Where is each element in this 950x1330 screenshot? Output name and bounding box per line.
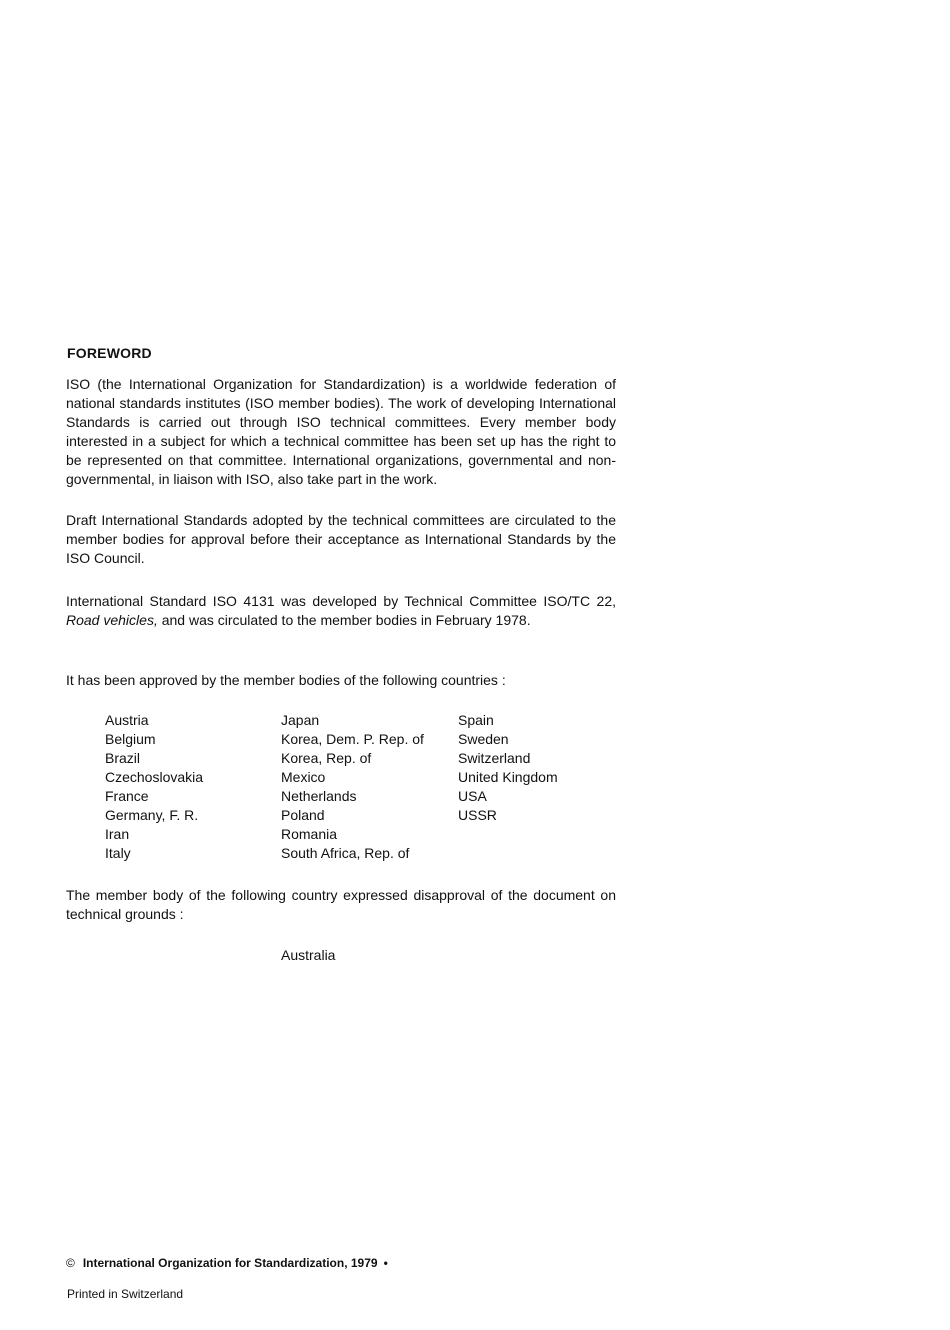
country-item: Korea, Rep. of bbox=[281, 750, 372, 766]
country-item: Czechoslovakia bbox=[105, 769, 204, 785]
country-item: Korea, Dem. P. Rep. of bbox=[281, 731, 424, 747]
foreword-heading: FOREWORD bbox=[67, 345, 152, 361]
country-item: Belgium bbox=[105, 731, 156, 747]
country-item: Mexico bbox=[281, 769, 326, 785]
committee-title: Road vehicles, bbox=[66, 612, 158, 628]
bullet-icon: • bbox=[383, 1256, 388, 1270]
paragraph-approval: It has been approved by the member bodies of the following countries : bbox=[66, 672, 506, 688]
paragraph-iso-4131-part2: and was circulated to the member bodies in February 1978. bbox=[161, 612, 531, 628]
country-item: Switzerland bbox=[458, 750, 531, 766]
country-item: USA bbox=[458, 788, 487, 804]
copyright-text: International Organization for Standardization, 1979 bbox=[82, 1256, 378, 1270]
country-item: Japan bbox=[281, 712, 320, 728]
country-item: Sweden bbox=[458, 731, 509, 747]
paragraph-disapproval: The member body of the following country expressed disapproval of the document on technical grounds : bbox=[66, 887, 616, 922]
copyright-line bbox=[66, 1256, 388, 1270]
country-item: United Kingdom bbox=[458, 769, 558, 785]
country-item: Spain bbox=[458, 712, 494, 728]
country-item: Austria bbox=[105, 712, 149, 728]
country-item: France bbox=[105, 788, 149, 804]
printed-in: Printed in Switzerland bbox=[67, 1287, 184, 1301]
country-list-col1 bbox=[105, 711, 203, 863]
country-list-col2 bbox=[281, 711, 424, 863]
country-item: Iran bbox=[105, 826, 130, 842]
country-item: Italy bbox=[105, 845, 131, 861]
country-item: Germany, F. R. bbox=[105, 807, 199, 823]
country-list-col3 bbox=[458, 711, 558, 825]
paragraph-iso-4131 bbox=[66, 592, 616, 630]
country-item: Brazil bbox=[105, 750, 141, 766]
country-item: Romania bbox=[281, 826, 338, 842]
paragraph-draft-standards: Draft International Standards adopted by the technical committees are circulated to the member bodies for approval before their acceptance as International Standards by the ISO Council. bbox=[66, 512, 616, 566]
paragraph-iso-intro: ISO (the International Organization for Standardization) is a worldwide federation of national standards institutes (ISO member bodies). The work of developing International Standards is carried out through ISO technical committees. Every member body interested in a subject for which a technical committee has been set up has the right to be represented on that committee. International organizations, governmental and non-governmental, in liaison with ISO, also take part in the work. bbox=[66, 376, 616, 487]
paragraph-iso-4131-part1: International Standard ISO 4131 was developed by Technical Committee ISO/TC 22, bbox=[66, 593, 616, 609]
country-item: Poland bbox=[281, 807, 325, 823]
copyright-icon: © bbox=[66, 1256, 75, 1270]
disapproval-country: Australia bbox=[281, 947, 336, 963]
country-item: Netherlands bbox=[281, 788, 357, 804]
country-item: USSR bbox=[458, 807, 497, 823]
country-item: South Africa, Rep. of bbox=[281, 845, 410, 861]
